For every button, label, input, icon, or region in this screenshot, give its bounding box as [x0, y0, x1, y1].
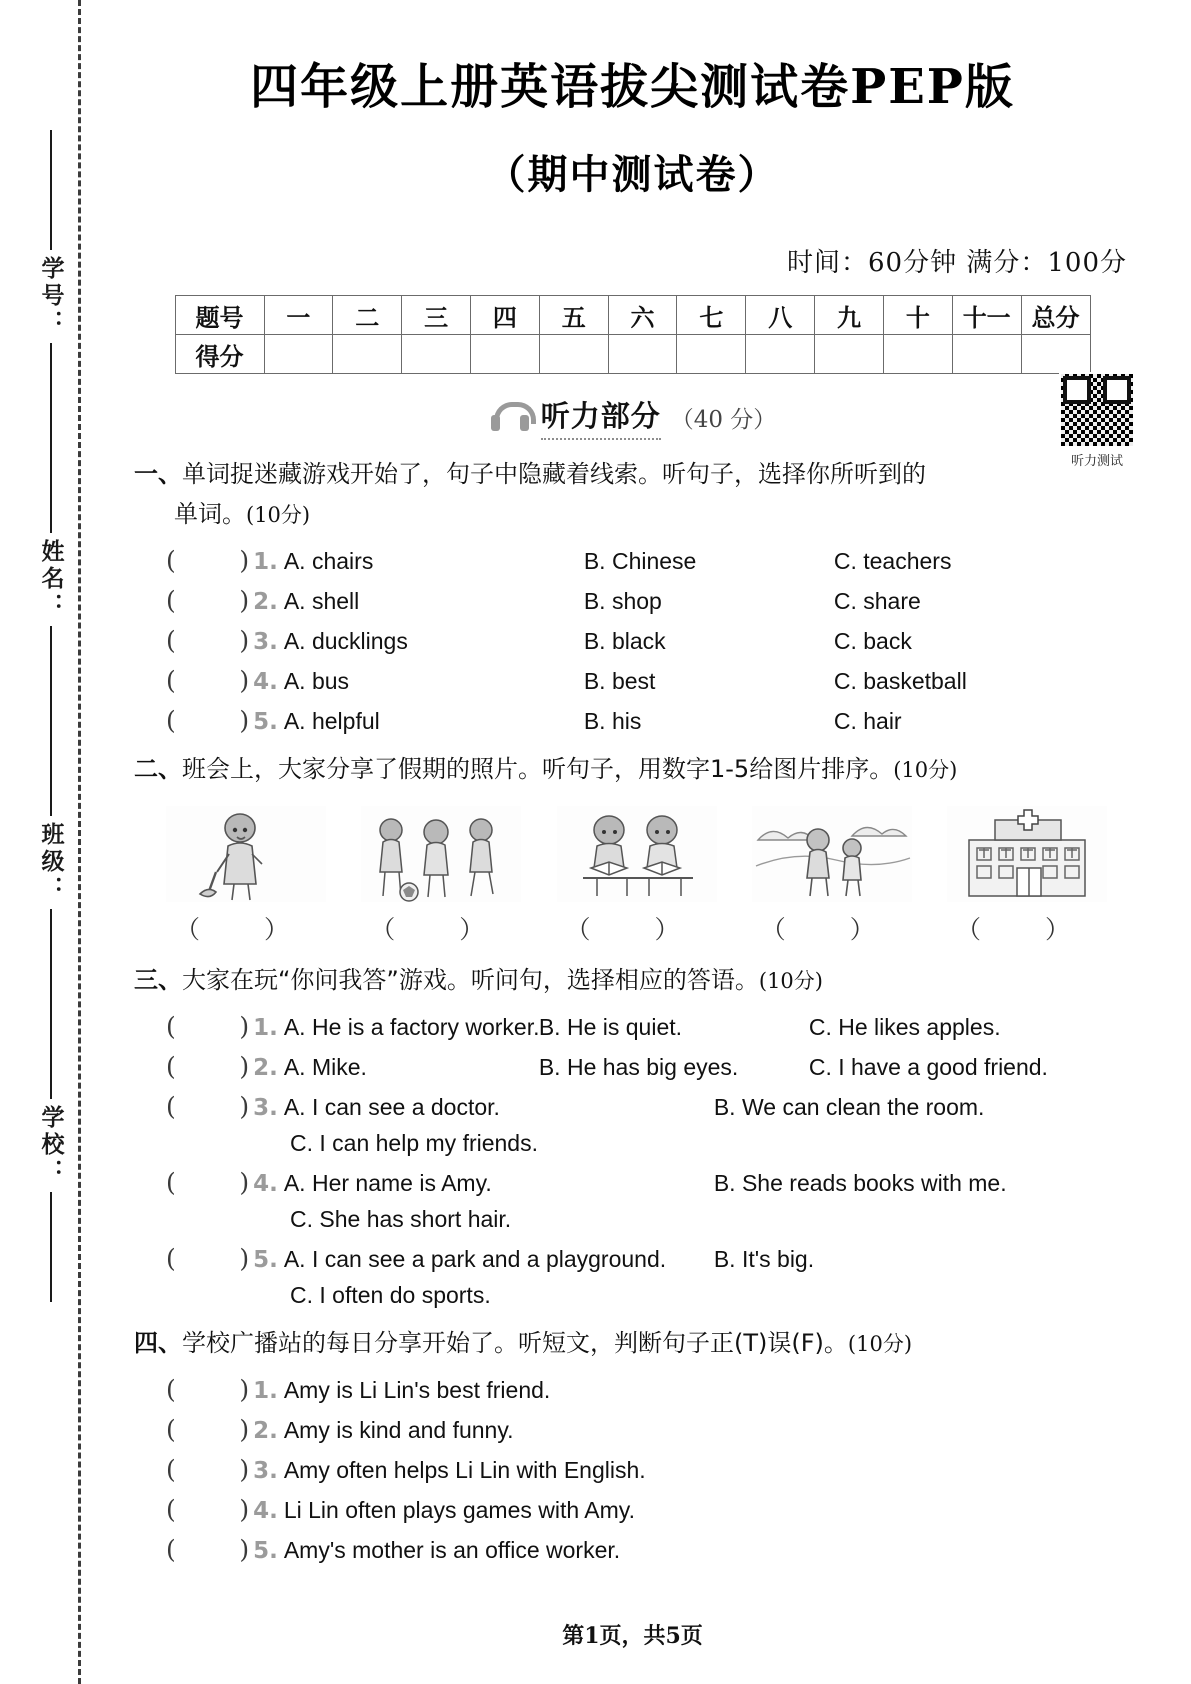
option-c[interactable]: C. I often do sports.	[290, 1282, 491, 1308]
question-number: 1.	[253, 1378, 278, 1404]
option-a[interactable]: A. I can see a doctor.	[283, 1094, 500, 1120]
qr-code-block[interactable]	[1057, 372, 1137, 469]
section-four-text: 学校广播站的每日分享开始了。听短文，判断句子正(T)误(F)。	[182, 1329, 848, 1357]
option-b[interactable]: B. shop	[583, 588, 662, 614]
seal-label-student-id: 学号：	[37, 256, 64, 337]
seal-divider	[50, 1192, 52, 1302]
qr-code-icon[interactable]	[1059, 372, 1135, 448]
score-cell[interactable]	[264, 335, 333, 374]
score-col-5: 五	[539, 296, 608, 335]
question-number: 4.	[253, 1171, 278, 1197]
option-b[interactable]: B. his	[583, 708, 642, 734]
girls-reading-books-picture	[557, 806, 717, 902]
score-table-row-label: 得分	[175, 335, 264, 374]
question-row	[120, 1244, 1145, 1273]
question-row	[120, 1455, 1145, 1484]
score-cell[interactable]	[883, 335, 952, 374]
option-b[interactable]: B. We can clean the room.	[713, 1094, 985, 1120]
boys-playing-football-picture	[361, 806, 521, 902]
answer-blank[interactable]: ( )	[166, 1415, 250, 1444]
score-col-7: 七	[677, 296, 746, 335]
section-one	[120, 454, 1145, 735]
answer-blank[interactable]: ( )	[166, 1244, 250, 1273]
headphones-icon	[489, 402, 531, 432]
picture-cell	[557, 806, 717, 946]
score-cell[interactable]	[333, 335, 402, 374]
picture-answer-blank[interactable]: （ ）	[760, 915, 903, 944]
answer-blank[interactable]: ( )	[166, 1495, 250, 1524]
question-row	[120, 626, 1145, 655]
answer-blank[interactable]: ( )	[166, 1052, 250, 1081]
seal-divider	[50, 909, 52, 1099]
section-three-number: 三、	[134, 966, 182, 994]
option-a[interactable]: A. bus	[283, 668, 350, 694]
picture-cell	[752, 806, 912, 946]
question-row	[120, 1168, 1145, 1197]
score-cell[interactable]	[815, 335, 884, 374]
question-row	[120, 1052, 1145, 1081]
option-c[interactable]: C. He likes apples.	[808, 1014, 1001, 1040]
seal-dashed-line	[78, 0, 81, 1684]
section-three-prompt	[120, 960, 1145, 1001]
page-title: 四年级上册英语拔尖测试卷PEP版	[250, 59, 1015, 115]
score-col-8: 八	[746, 296, 815, 335]
question-row	[120, 1092, 1145, 1121]
answer-blank[interactable]: ( )	[166, 1092, 250, 1121]
question-row	[120, 1535, 1145, 1564]
section-three-points: (10分)	[758, 969, 823, 993]
score-col-11: 十一	[952, 296, 1021, 335]
score-cell[interactable]	[746, 335, 815, 374]
option-a[interactable]: A. helpful	[283, 708, 380, 734]
section-one-prompt	[120, 454, 1145, 535]
statement-text: Amy is Li Lin's best friend.	[283, 1377, 551, 1403]
section-one-points: (10分)	[246, 503, 311, 527]
page-subtitle: （期中测试卷）	[485, 151, 780, 198]
question-number: 1.	[253, 1015, 278, 1041]
option-b[interactable]: B. It's big.	[713, 1246, 815, 1272]
score-cell[interactable]	[402, 335, 471, 374]
listening-banner-score: （40 分）	[670, 406, 777, 433]
seal-margin	[0, 0, 120, 1684]
answer-blank[interactable]: ( )	[166, 626, 250, 655]
option-b[interactable]: B. He has big eyes.	[538, 1054, 739, 1080]
score-cell[interactable]	[952, 335, 1021, 374]
question-number: 4.	[253, 669, 278, 695]
section-four-number: 四、	[134, 1329, 182, 1357]
seal-divider	[50, 130, 52, 250]
option-a[interactable]: A. I can see a park and a playground.	[283, 1246, 667, 1272]
option-b[interactable]: B. He is quiet.	[538, 1014, 683, 1040]
section-two-number: 二、	[134, 755, 182, 783]
listening-section-banner	[120, 394, 1145, 440]
exam-meta: 时间：60分钟 满分：100分	[787, 248, 1127, 278]
seal-label-name: 姓名：	[37, 539, 64, 620]
picture-answer-blank[interactable]: （ ）	[956, 915, 1098, 944]
seal-label-stack	[28, 130, 74, 1560]
option-b[interactable]: B. black	[583, 628, 666, 654]
answer-blank[interactable]: ( )	[166, 586, 250, 615]
picture-answer-blank[interactable]: （ ）	[565, 915, 708, 944]
picture-ordering-row	[120, 800, 1145, 946]
score-cell[interactable]	[470, 335, 539, 374]
section-four-prompt	[120, 1323, 1145, 1364]
score-table	[175, 295, 1091, 374]
listening-banner-text: 听力部分	[541, 394, 661, 440]
score-cell[interactable]	[608, 335, 677, 374]
question-number: 5.	[253, 1538, 278, 1564]
answer-blank[interactable]: ( )	[166, 546, 250, 575]
question-number: 5.	[253, 709, 278, 735]
option-c[interactable]: C. back	[833, 628, 912, 654]
score-col-4: 四	[470, 296, 539, 335]
question-row	[120, 1375, 1145, 1404]
section-one-text: 单词捉迷藏游戏开始了，句子中隐藏着线索。听句子，选择你所听到的	[182, 460, 926, 488]
answer-blank[interactable]: ( )	[166, 706, 250, 735]
section-four-points: (10分)	[847, 1332, 913, 1356]
page-content	[120, 0, 1145, 1684]
section-two-text: 班会上，大家分享了假期的照片。听句子，用数字1-5给图片排序。	[182, 755, 894, 783]
picture-cell	[361, 806, 521, 946]
picture-answer-blank[interactable]: （ ）	[370, 915, 513, 944]
question-number: 1.	[253, 549, 278, 575]
option-a[interactable]: A. Her name is Amy.	[283, 1170, 492, 1196]
page-footer: 第1页，共5页	[562, 1623, 703, 1649]
question-number: 5.	[253, 1247, 278, 1273]
answer-blank[interactable]: ( )	[166, 666, 250, 695]
score-col-total: 总分	[1021, 296, 1090, 335]
question-number: 3.	[253, 1095, 278, 1121]
option-b[interactable]: B. best	[583, 668, 656, 694]
score-table-header-row	[175, 296, 1090, 335]
option-c[interactable]: C. teachers	[833, 548, 952, 574]
section-three	[120, 960, 1145, 1309]
answer-blank[interactable]: ( )	[166, 1535, 250, 1564]
girl-sweeping-picture	[166, 806, 326, 902]
option-b[interactable]: B. She reads books with me.	[713, 1170, 1007, 1196]
question-row	[120, 706, 1145, 735]
option-c[interactable]: C. I have a good friend.	[808, 1054, 1048, 1080]
option-a[interactable]: A. Mike.	[283, 1054, 367, 1080]
section-one-number: 一、	[134, 460, 182, 488]
section-three-text: 大家在玩“你问我答”游戏。听问句，选择相应的答语。	[182, 966, 759, 994]
score-cell[interactable]	[677, 335, 746, 374]
score-table-row-label: 题号	[175, 296, 264, 335]
question-row	[120, 1495, 1145, 1524]
option-a[interactable]: A. shell	[283, 588, 360, 614]
section-four	[120, 1323, 1145, 1564]
option-c[interactable]: C. hair	[833, 708, 902, 734]
score-col-3: 三	[402, 296, 471, 335]
score-table-value-row	[175, 335, 1090, 374]
question-row	[120, 1012, 1145, 1041]
section-one-text2: 单词。	[174, 500, 246, 528]
statement-text: Amy often helps Li Lin with English.	[283, 1457, 646, 1483]
question-row	[120, 666, 1145, 695]
question-number: 3.	[253, 1458, 278, 1484]
option-b[interactable]: B. Chinese	[583, 548, 697, 574]
score-col-1: 一	[264, 296, 333, 335]
option-c[interactable]: C. basketball	[833, 668, 967, 694]
option-a[interactable]: A. He is a factory worker.	[283, 1014, 540, 1040]
question-number: 4.	[253, 1498, 278, 1524]
statement-text: Li Lin often plays games with Amy.	[283, 1497, 635, 1523]
section-two-points: (10分)	[893, 758, 958, 782]
question-number: 2.	[253, 1418, 278, 1444]
statement-text: Amy's mother is an office worker.	[283, 1537, 621, 1563]
seal-divider	[50, 626, 52, 816]
children-in-park-picture	[752, 806, 912, 902]
answer-blank[interactable]: ( )	[166, 1012, 250, 1041]
section-two	[120, 749, 1145, 946]
option-a[interactable]: A. chairs	[283, 548, 374, 574]
hospital-building-picture	[947, 806, 1107, 902]
score-col-6: 六	[608, 296, 677, 335]
option-a[interactable]: A. ducklings	[283, 628, 408, 654]
picture-answer-blank[interactable]: （ ）	[175, 915, 317, 944]
question-number: 3.	[253, 629, 278, 655]
question-number: 2.	[253, 589, 278, 615]
statement-text: Amy is kind and funny.	[283, 1417, 514, 1443]
seal-label-school: 学校：	[37, 1105, 64, 1186]
question-row	[120, 1415, 1145, 1444]
question-number: 2.	[253, 1055, 278, 1081]
question-row	[120, 546, 1145, 575]
option-c[interactable]: C. I can help my friends.	[290, 1130, 538, 1156]
option-c[interactable]: C. share	[833, 588, 921, 614]
score-col-9: 九	[815, 296, 884, 335]
answer-blank[interactable]: ( )	[166, 1168, 250, 1197]
section-two-prompt	[120, 749, 1145, 790]
picture-cell	[166, 806, 326, 946]
seal-label-class: 班级：	[37, 822, 64, 903]
seal-divider	[50, 343, 52, 533]
answer-blank[interactable]: ( )	[166, 1455, 250, 1484]
score-col-2: 二	[333, 296, 402, 335]
option-c[interactable]: C. She has short hair.	[290, 1206, 512, 1232]
picture-cell	[947, 806, 1107, 946]
qr-caption: 听力测试	[1070, 454, 1123, 469]
score-cell[interactable]	[539, 335, 608, 374]
answer-blank[interactable]: ( )	[166, 1375, 250, 1404]
score-col-10: 十	[883, 296, 952, 335]
question-row	[120, 586, 1145, 615]
score-cell[interactable]	[1021, 335, 1090, 374]
